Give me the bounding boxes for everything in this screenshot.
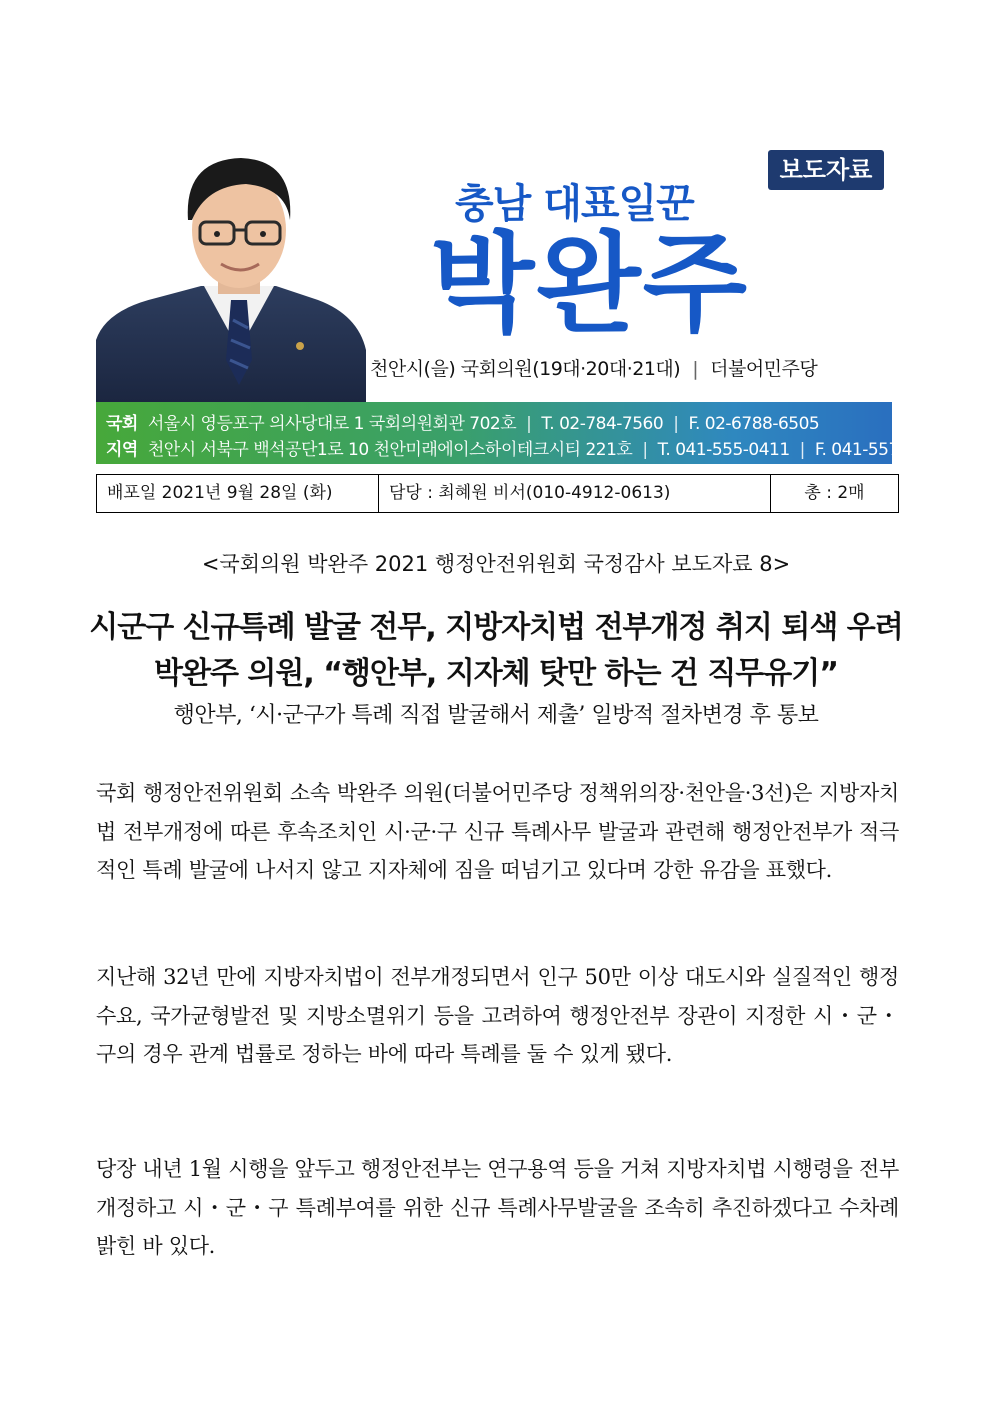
page-count: 총 : 2매: [804, 483, 865, 503]
contact-line-local: 지역 천안시 서북구 백석공단1로 10 천안미래에이스하이테크시티 221호 | T. 041-555-0411 | F. 041-557-0411: [106, 440, 946, 460]
distribution-info-table: [96, 474, 899, 513]
subheadline: 행안부, ‘시·군구가 특례 직접 발굴해서 제출’ 일방적 절차변경 후 통보: [173, 703, 819, 728]
press-release-badge: 보도자료: [768, 150, 884, 190]
party-name: 더불어민주당: [710, 358, 818, 380]
contact-bar: [96, 402, 946, 464]
contact-tel: T. 02-784-7560: [541, 414, 664, 434]
politician-portrait: [96, 150, 366, 402]
series-title: <국회의원 박완주 2021 행정안전위원회 국정감사 보도자료 8>: [201, 552, 791, 576]
role-row: [370, 354, 817, 381]
divider: |: [692, 358, 699, 380]
body-paragraph: 지난해 32년 만에 지방자치법이 전부개정되면서 인구 50만 이상 대도시와 실질적인 행정수요, 국가균형발전 및 지방소멸위기 등을 고려하여 행정안전부 장관이 지정한 시・군・구의 경우 관계 법률로 정하는 바에 따라 특례를 둘 수 있게 됐다.: [96, 965, 899, 1066]
contact-address: 서울시 영등포구 의사당대로 1 국회의원회관 702호: [147, 414, 517, 434]
tagline: 충남 대표일꾼: [455, 181, 694, 227]
role-text: 천안시(을) 국회의원(19대·20대·21대): [370, 358, 681, 380]
headline-line-1: 시군구 신규특례 발굴 전무, 지방자치법 전부개정 취지 퇴색 우려: [89, 610, 903, 645]
contact-fax: F. 02-6788-6505: [688, 414, 820, 434]
headline-line-2: 박완주 의원, “행안부, 지자체 탓만 하는 건 직무유기”: [154, 656, 838, 691]
body-paragraph: 당장 내년 1월 시행을 앞두고 행정안전부는 연구용역 등을 거쳐 지방자치법 시행령을 전부개정하고 시・군・구 특례부여를 위한 신규 특례사무발굴을 조속히 추진하겠다고 수차례 밝힌 바 있다.: [96, 1157, 899, 1258]
contact-person: 담당 : 최혜원 비서(010-4912-0613): [379, 475, 771, 512]
body-paragraph: 국회 행정안전위원회 소속 박완주 의원(더불어민주당 정책위의장·천안을·3선)은 지방자치법 전부개정에 따른 후속조치인 시·군·구 신규 특례사무 발굴과 관련해 행정안전부가 적극적인 특례 발굴에 나서지 않고 지자체에 짐을 떠넘기고 있다며 강한 유감을 표했다.: [96, 781, 899, 882]
contact-address: 천안시 서북구 백석공단1로 10 천안미래에이스하이테크시티 221호: [147, 440, 633, 460]
politician-name: 박완주: [430, 222, 749, 347]
contact-label: 지역: [106, 440, 138, 460]
contact-line-assembly: 국회 서울시 영등포구 의사당대로 1 국회의원회관 702호 | T. 02-784-7560 | F. 02-6788-6505: [106, 414, 820, 434]
contact-label: 국회: [106, 414, 138, 434]
contact-tel: T. 041-555-0411: [657, 440, 790, 460]
distribution-date: 배포일 2021년 9월 28일 (화): [97, 475, 379, 512]
contact-fax: F. 041-557-0411: [814, 440, 946, 460]
